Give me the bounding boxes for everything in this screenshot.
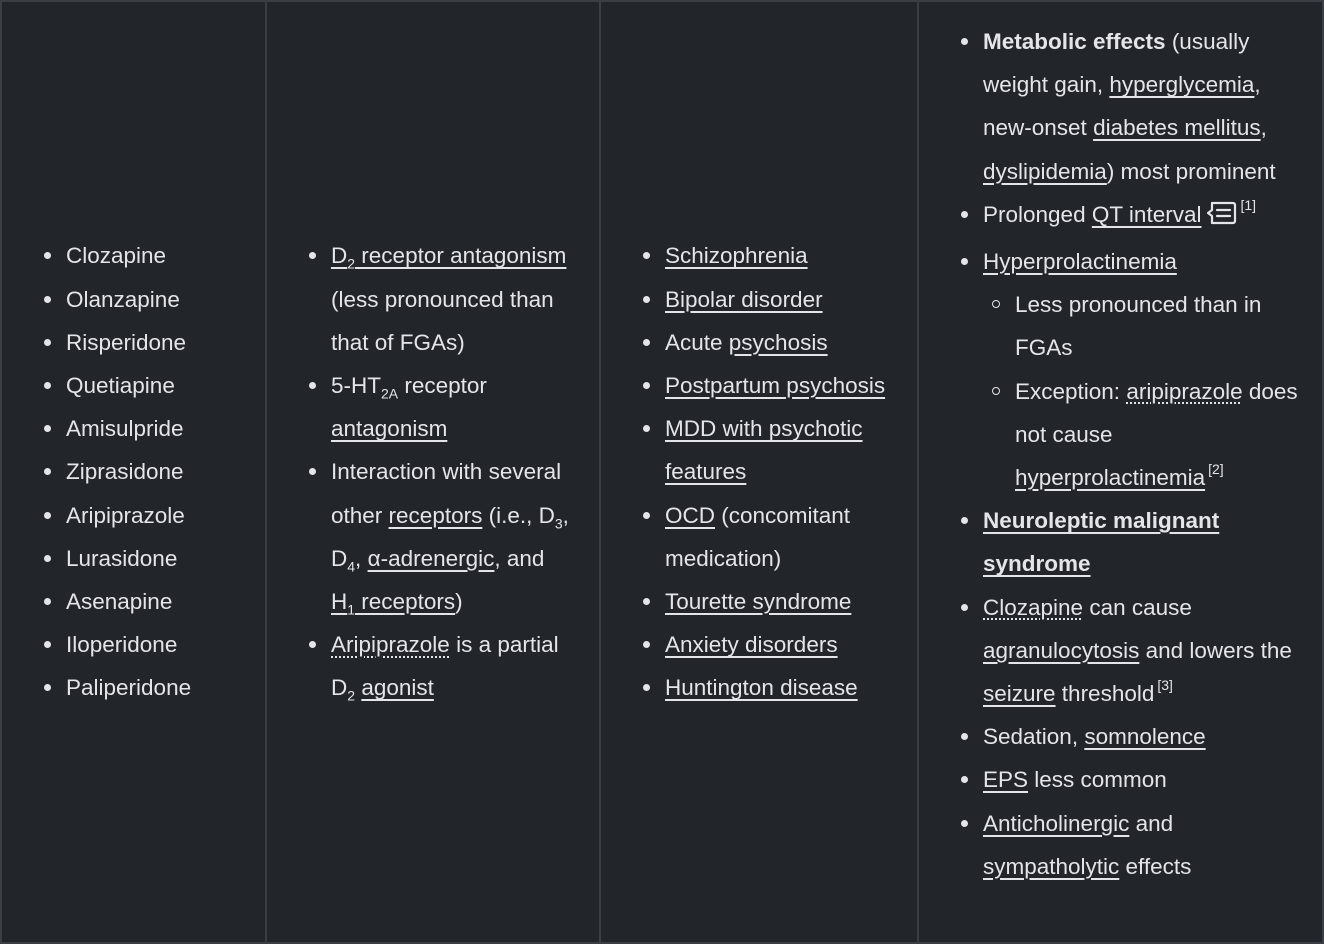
list-item [983,240,1303,499]
list-item [983,499,1303,585]
list-item: Prolonged QT interval [1] [983,193,1303,240]
list-item: Less pronounced than in FGAs [1015,283,1303,369]
list-item [665,234,901,277]
adverse-effects-list [983,20,1303,888]
list-item: Lurasidone [66,537,191,580]
agonist-link[interactable]: agonist [361,675,434,701]
indications-list [665,234,901,709]
indications-cell [601,2,919,942]
list-item: Aripiprazole is a partial $D_2$ agonist [331,623,571,709]
agranulocytosis-link[interactable]: agranulocytosis [983,637,1140,663]
receptors-link[interactable]: receptors [388,502,483,528]
anticholinergic-link[interactable]: Anticholinergic [983,810,1130,836]
list-item: Quetiapine [66,364,191,407]
note-icon[interactable] [1207,197,1237,240]
antagonism-link[interactable]: antagonism [331,416,448,442]
hyperprolactinemia-link[interactable]: Hyperprolactinemia [983,249,1177,275]
list-item: Sedation, somnolence [983,715,1303,758]
list-item [665,278,901,321]
mechanism-cell [267,2,601,942]
list-item: Aripiprazole [66,494,191,537]
list-item: Iloperidone [66,623,191,666]
tourette-link[interactable]: Tourette syndrome [665,589,852,614]
reference-1[interactable]: [1] [1240,197,1257,214]
bipolar-disorder-link[interactable]: Bipolar disorder [665,286,823,312]
list-item [665,364,901,407]
clozapine-link[interactable]: Clozapine [983,594,1084,620]
list-item: Paliperidone [66,666,191,709]
psychosis-link[interactable]: psychosis [728,329,828,355]
postpartum-psychosis-link[interactable]: Postpartum psychosis [665,372,886,398]
list-item [665,666,901,709]
dyslipidemia-link[interactable]: dyslipidemia [983,158,1107,184]
list-item: Asenapine [66,580,191,623]
drug-list [66,234,191,709]
list-item: Exception: aripiprazole does not cause hyperprolactinemia [2] [1015,370,1303,500]
mechanism-list [331,234,571,709]
hyperprolactinemia-sublist [1015,283,1303,499]
nms-link[interactable]: Neuroleptic malignant syndrome [983,508,1220,577]
list-item [665,623,901,666]
drugs-cell [2,2,267,942]
reference-2[interactable]: [2] [1208,460,1224,477]
list-item: Interaction with several other receptors (i.e., $D_3$, $D_4$, α-adrenergic, and $H_1$ receptors) [331,450,571,623]
aripiprazole-link[interactable]: aripiprazole [1126,378,1243,404]
list-item: Olanzapine [66,278,191,321]
list-item: Metabolic effects (usually weight gain, hyperglycemia, new-onset diabetes mellitus, dyslipidemia) most prominent [983,20,1303,193]
list-item: Anticholinergic and sympatholytic effects [983,802,1303,888]
anxiety-disorders-link[interactable]: Anxiety disorders [665,632,838,658]
sympatholytic-link[interactable]: sympatholytic [983,853,1120,879]
list-item: $D_2$ receptor antagonism (less pronounced than that of FGAs) [331,234,571,364]
aripiprazole-link[interactable]: Aripiprazole [331,632,450,658]
list-item: Clozapine [66,234,191,277]
huntington-link[interactable]: Huntington disease [665,675,858,701]
hyperprolactinemia-link[interactable]: hyperprolactinemia [1015,465,1206,491]
h1-receptors-link[interactable]: $H_1$ receptors [331,589,456,618]
mdd-psychotic-link[interactable]: MDD with psychotic features [665,416,863,485]
list-item: EPS less common [983,758,1303,801]
reference-3[interactable]: [3] [1157,676,1173,693]
list-item: Ziprasidone [66,450,191,493]
adverse-effects-cell [919,2,1322,942]
list-item: Amisulpride [66,407,191,450]
ocd-link[interactable]: OCD [665,502,715,528]
list-item: $5-HT_{2A}$ receptor antagonism [331,364,571,450]
list-item: Acute psychosis [665,321,901,364]
list-item [665,580,901,623]
somnolence-link[interactable]: somnolence [1084,724,1206,750]
seizure-link[interactable]: seizure [983,681,1056,707]
list-item [665,407,901,493]
hyperglycemia-link[interactable]: hyperglycemia [1109,72,1255,98]
qt-interval-link[interactable]: QT interval [1091,201,1202,227]
diabetes-mellitus-link[interactable]: diabetes mellitus [1093,115,1261,141]
list-item: OCD (concomitant medication) [665,494,901,580]
schizophrenia-link[interactable]: Schizophrenia [665,243,808,269]
alpha-adrenergic-link[interactable]: α-adrenergic [367,545,495,571]
eps-link[interactable]: EPS [983,767,1029,793]
list-item: Risperidone [66,321,191,364]
d2-receptor-antagonism-link[interactable]: $D_2$ receptor antagonism [331,243,567,272]
list-item: Clozapine can cause agranulocytosis and lowers the seizure threshold [3] [983,586,1303,716]
